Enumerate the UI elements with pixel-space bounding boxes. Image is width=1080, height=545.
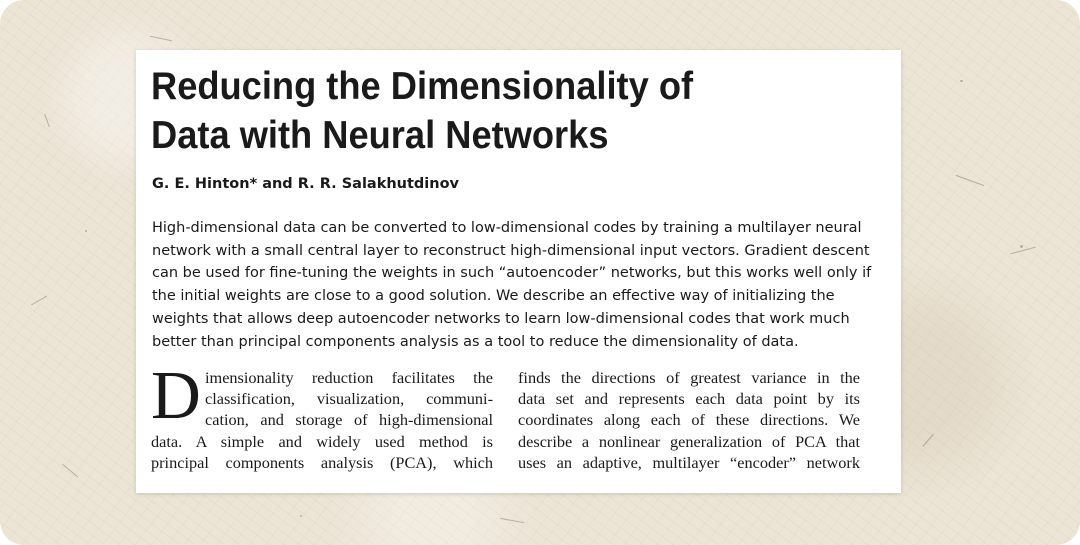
body-line: data. A simple and widely used method is: [151, 431, 493, 451]
title-line: Reducing the Dimensionality of: [151, 65, 694, 108]
background-fiber: [922, 434, 933, 447]
abstract-line: weights that allows deep autoencoder networks to learn low-dimensional codes that work much: [152, 310, 850, 327]
background-fiber: [956, 175, 985, 186]
authors: G. E. Hinton* and R. R. Salakhutdinov: [152, 176, 459, 192]
abstract-line: High-dimensional data can be converted to low-dimensional codes by training a multilayer neural: [152, 220, 862, 236]
body-column-right: [518, 367, 860, 473]
background-fiber: [150, 36, 172, 42]
body-line: cation, and storage of high-dimensional: [205, 410, 493, 430]
body-line: data set and represents each data point by its: [518, 389, 860, 409]
abstract: [152, 217, 882, 353]
body-line: uses an adaptive, multilayer “encoder” network: [518, 452, 860, 472]
body-line: finds the directions of greatest variance in the: [518, 368, 860, 387]
body-line: imensionality reduction facilitates the: [205, 368, 493, 387]
background-fiber: [62, 464, 78, 478]
abstract-line: can be used for fine-tuning the weights in such “autoencoder” networks, but this works well only if: [152, 265, 872, 282]
drop-cap: D: [151, 357, 201, 433]
abstract-line: better than principal components analysis as a tool to reduce the dimensionality of data.: [152, 333, 799, 350]
paper-excerpt: [136, 50, 901, 493]
body-line: describe a nonlinear generalization of PCA that: [518, 431, 860, 451]
background-speck: [1020, 245, 1023, 248]
background-speck: [85, 230, 87, 232]
abstract-line: network with a small central layer to reconstruct high-dimensional input vectors. Gradient descent: [152, 242, 870, 259]
title-line: Data with Neural Networks: [151, 114, 609, 157]
background-fiber: [31, 296, 47, 306]
background-speck: [300, 515, 302, 517]
body-line: coordinates along each of these directions. We: [518, 410, 860, 430]
body-line: principal components analysis (PCA), which: [151, 452, 493, 472]
background-fiber: [1010, 247, 1035, 255]
abstract-line: the initial weights are close to a good solution. We describe an effective way of initializing the: [152, 288, 835, 305]
background-fiber: [44, 114, 50, 127]
background-fiber: [500, 518, 524, 523]
background-speck: [960, 80, 963, 82]
paper-title: [151, 62, 693, 160]
body-line: classification, visualization, communi-: [205, 389, 493, 409]
body-column-left: [151, 357, 493, 473]
